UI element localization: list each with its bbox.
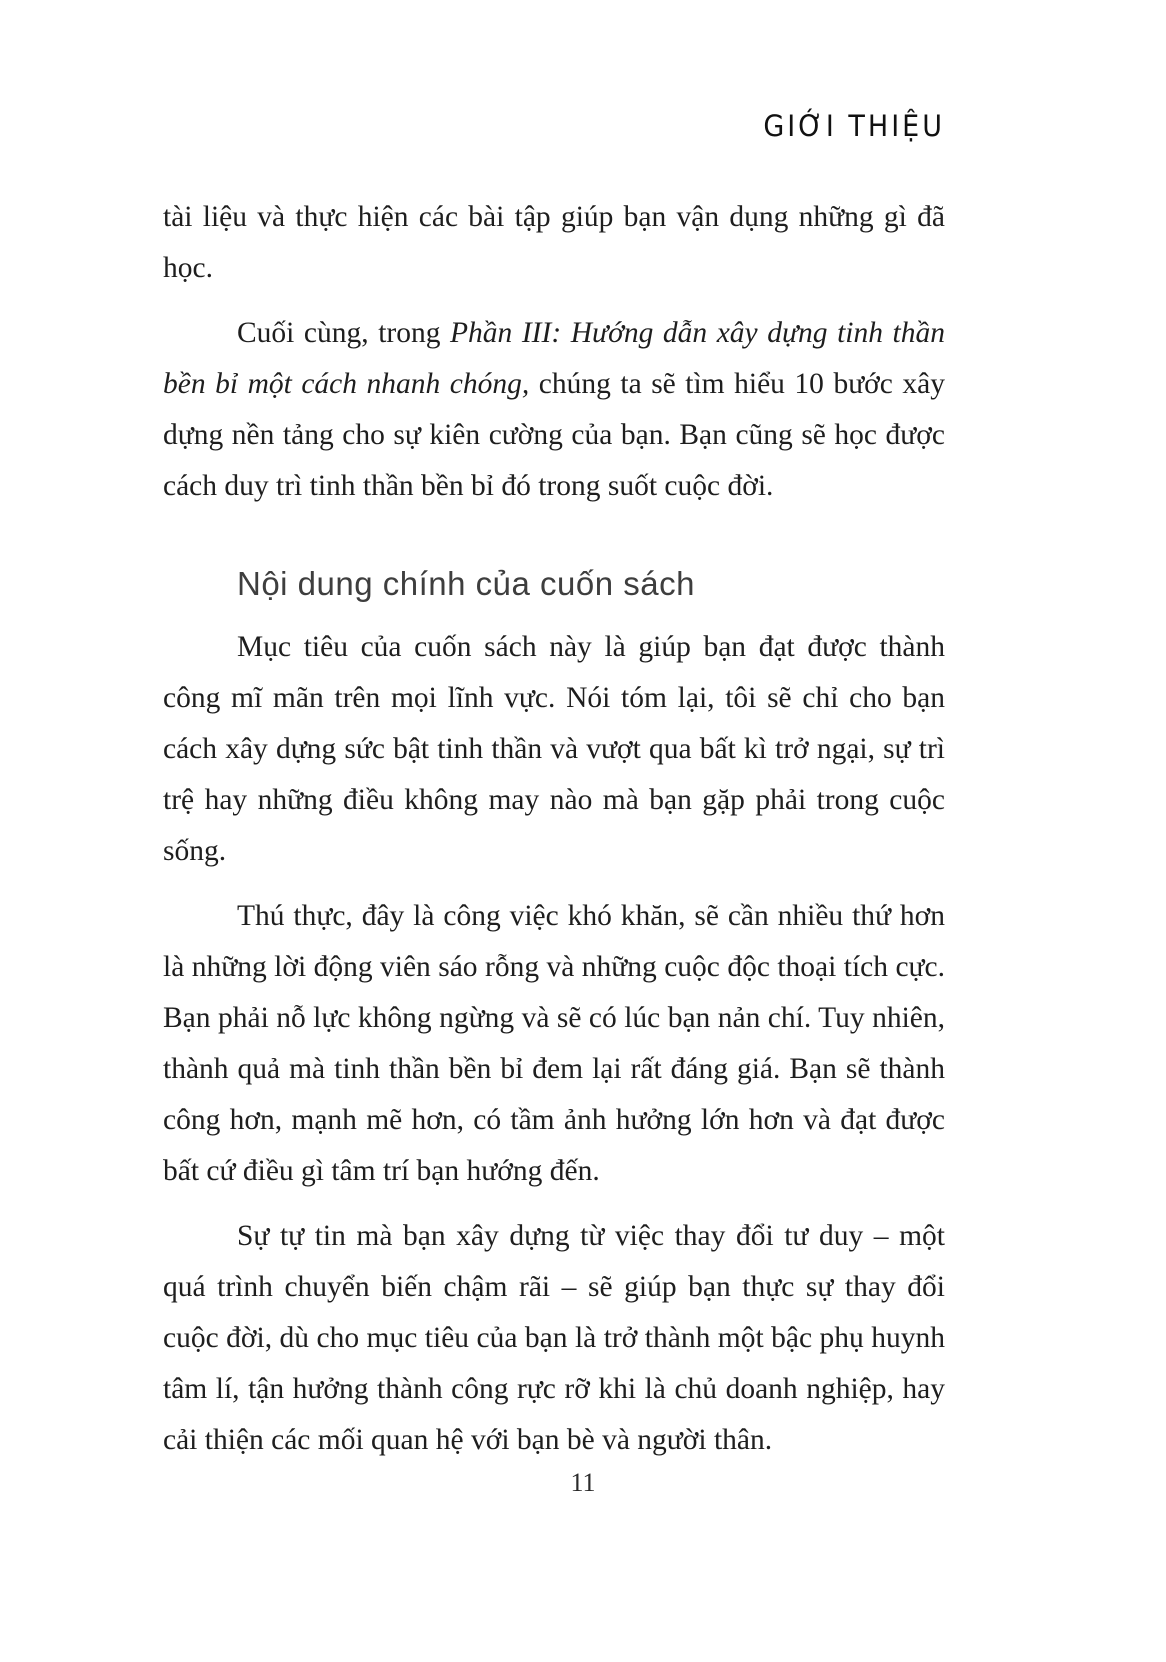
paragraph — [163, 192, 945, 294]
paragraph — [163, 1211, 945, 1466]
paragraph — [163, 308, 945, 512]
paragraph-text: chúng ta sẽ tìm hiểu 10 bước xây dựng nền tảng cho sự kiên cường của bạn. Bạn cũng sẽ học được cách duy trì tinh thần bền bỉ đó trong suốt cuộc đời. — [163, 368, 945, 502]
page-number: 11 — [570, 1468, 596, 1497]
paragraph-text: tài liệu và thực hiện các bài tập giúp bạn vận dụng những gì đã học. — [163, 201, 945, 284]
paragraph-text: Cuối cùng, trong — [237, 317, 451, 349]
running-header: GIỚI THIỆU — [763, 110, 945, 144]
section-heading: Nội dung chính của cuốn sách — [237, 565, 695, 602]
paragraph-text: Thú thực, đây là công việc khó khăn, sẽ cần nhiều thứ hơn là những lời động viên sáo rỗng và những cuộc độc thoại tích cực. Bạn phải nỗ lực không ngừng và sẽ có lúc bạn nản chí. Tuy nhiên, thành quả mà tinh thần bền bỉ đem lại rất đáng giá. Bạn sẽ thành công hơn, mạnh mẽ hơn, có tầm ảnh hưởng lớn hơn và đạt được bất cứ điều gì tâm trí bạn hướng đến. — [163, 900, 945, 1187]
paragraph-text: Mục tiêu của cuốn sách này là giúp bạn đạt được thành công mĩ mãn trên mọi lĩnh vực. Nói tóm lại, tôi sẽ chỉ cho bạn cách xây dựng sức bật tinh thần và vượt qua bất kì trở ngại, sự trì trệ hay những điều không may nào mà bạn gặp phải trong cuộc sống. — [163, 631, 945, 867]
paragraph-text: Sự tự tin mà bạn xây dựng từ việc thay đổi tư duy – một quá trình chuyển biến chậm rãi – sẽ giúp bạn thực sự thay đổi cuộc đời, dù cho mục tiêu của bạn là trở thành một bậc phụ huynh tâm lí, tận hưởng thành công rực rỡ khi là chủ doanh nghiệp, hay cải thiện các mối quan hệ với bạn bè và người thân. — [163, 1220, 945, 1456]
page-body — [163, 192, 945, 1480]
paragraph — [163, 891, 945, 1197]
paragraph — [163, 622, 945, 877]
book-part-title: Phần III: Hướng dẫn xây dựng tinh thần bền bỉ một cách nhanh chóng, — [163, 317, 945, 400]
